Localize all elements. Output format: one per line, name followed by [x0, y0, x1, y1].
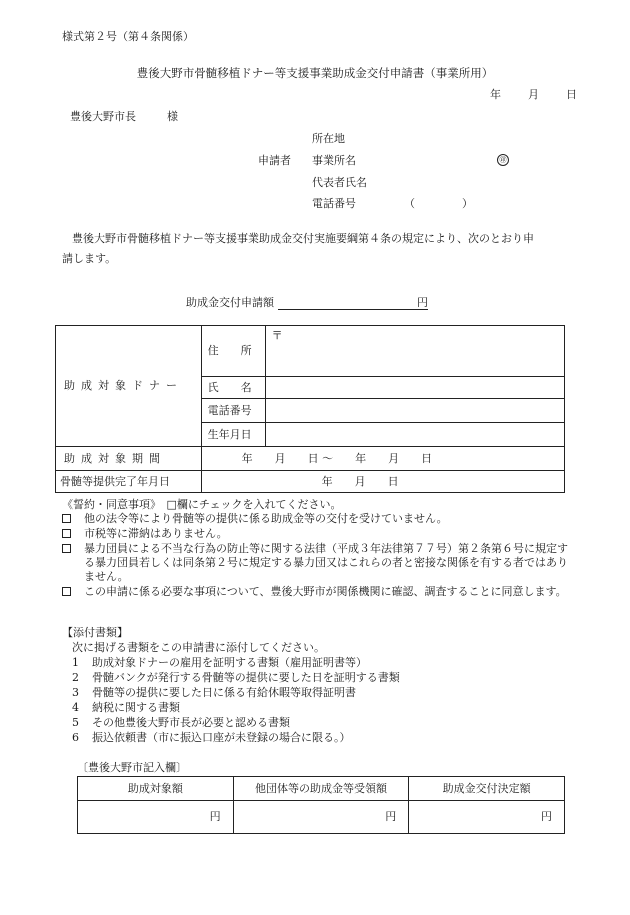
postal-mark: 〒: [271, 329, 283, 342]
attachment-item: 4 納税に関する書類: [72, 701, 180, 714]
subsidy-amount-cell[interactable]: 円: [78, 801, 234, 834]
attachment-item: 6 振込依頼書（市に振込口座が未登録の場合に限る。）: [72, 731, 351, 744]
pledge-item[interactable]: 他の法令等により骨髄等の提供に係る助成金等の交付を受けていません。: [62, 512, 572, 526]
applicant-address-label: 所在地: [312, 132, 345, 145]
form-number: 様式第２号（第４条関係）: [62, 30, 194, 43]
donor-phone-label: 電話番号: [201, 399, 265, 423]
attachments-header: 【添付書類】: [62, 626, 128, 639]
addressee-name: 豊後大野市長: [70, 110, 136, 123]
date-fields: [490, 88, 577, 102]
applicant-office-name-label: 事業所名: [312, 154, 356, 167]
applicant-representative-label: 代表者氏名: [312, 176, 367, 189]
date-day: 日: [566, 88, 577, 101]
amount-row: [186, 296, 428, 310]
donor-birth-field[interactable]: [265, 423, 564, 447]
checkbox-icon[interactable]: [62, 529, 71, 538]
attachment-item: 5 その他豊後大野市長が必要と認める書類: [72, 716, 290, 729]
date-year: 年: [490, 88, 501, 101]
column-header: 他団体等の助成金等受領額: [233, 777, 409, 801]
amount-unit: 円: [417, 296, 428, 309]
addressee-suffix: 様: [167, 110, 178, 123]
attachment-item: 2 骨髄バンクが発行する骨髄等の提供に要した日を証明する書類: [72, 671, 400, 684]
donor-phone-field[interactable]: [265, 399, 564, 423]
donor-address-field[interactable]: [265, 326, 564, 377]
period-value[interactable]: 年 月 日 ～ 年 月 日: [201, 447, 564, 471]
attachments-intro: 次に掲げる書類をこの申請書に添付してください。: [72, 641, 325, 654]
checkbox-icon[interactable]: [62, 544, 71, 553]
addressee: [70, 110, 178, 124]
completion-value[interactable]: 年 月 日: [201, 471, 564, 493]
completion-label: 骨髄等提供完了年月日: [56, 471, 202, 493]
checkbox-icon[interactable]: [62, 514, 71, 523]
donor-name-label: 氏 名: [201, 377, 265, 399]
phone-paren-close: ）: [462, 197, 473, 210]
pledge-item[interactable]: 市税等に滞納はありません。: [62, 527, 572, 541]
phone-paren-open: （: [404, 197, 415, 210]
donor-table: [55, 325, 565, 493]
applicant-label: 申請者: [258, 154, 291, 167]
period-label: 助成対象期間: [56, 447, 202, 471]
body-text-line2: 請します。: [62, 252, 117, 265]
column-header: 助成対象額: [78, 777, 234, 801]
decision-amount-cell[interactable]: 円: [409, 801, 565, 834]
attachment-item: 1 助成対象ドナーの雇用を証明する書類（雇用証明書等）: [72, 656, 367, 669]
donor-group-label: 助成対象ドナー: [56, 326, 202, 447]
checkbox-icon[interactable]: [62, 587, 71, 596]
attachment-item: 3 骨髄等の提供に要した日に係る有給休暇等取得証明書: [72, 686, 356, 699]
city-entry-table: [77, 776, 565, 834]
city-section-header: 〔豊後大野市記入欄〕: [77, 761, 187, 774]
applicant-phone-label: 電話番号: [312, 197, 356, 210]
document-title: 豊後大野市骨髄移植ドナー等支援事業助成金交付申請書（事業所用）: [136, 66, 494, 80]
other-receipt-cell[interactable]: 円: [233, 801, 409, 834]
pledge-item[interactable]: 暴力団員による不当な行為の防止等に関する法律（平成３年法律第７７号）第２条第６号に規定する暴力団員若しくは同条第２号に規定する暴力団又はこれらの者と密接な関係を有する者ではありません。: [62, 542, 572, 583]
pledge-header: 《誓約・同意事項》 □欄にチェックを入れてください。: [62, 498, 342, 511]
donor-birth-label: 生年月日: [201, 423, 265, 447]
body-text-line1: 豊後大野市骨髄移植ドナー等支援事業助成金交付実施要綱第４条の規定により、次のとおり申: [72, 232, 534, 245]
donor-name-field[interactable]: [265, 377, 564, 399]
amount-input[interactable]: [278, 298, 428, 310]
amount-label: 助成金交付申請額: [186, 296, 274, 309]
pledge-item[interactable]: この申請に係る必要な事項について、豊後大野市が関係機関に確認、調査することに同意します。: [62, 585, 572, 599]
donor-address-label: 住 所: [201, 326, 265, 377]
column-header: 助成金交付決定額: [409, 777, 565, 801]
date-month: 月: [528, 88, 539, 101]
seal-icon: ㊞: [497, 152, 509, 166]
